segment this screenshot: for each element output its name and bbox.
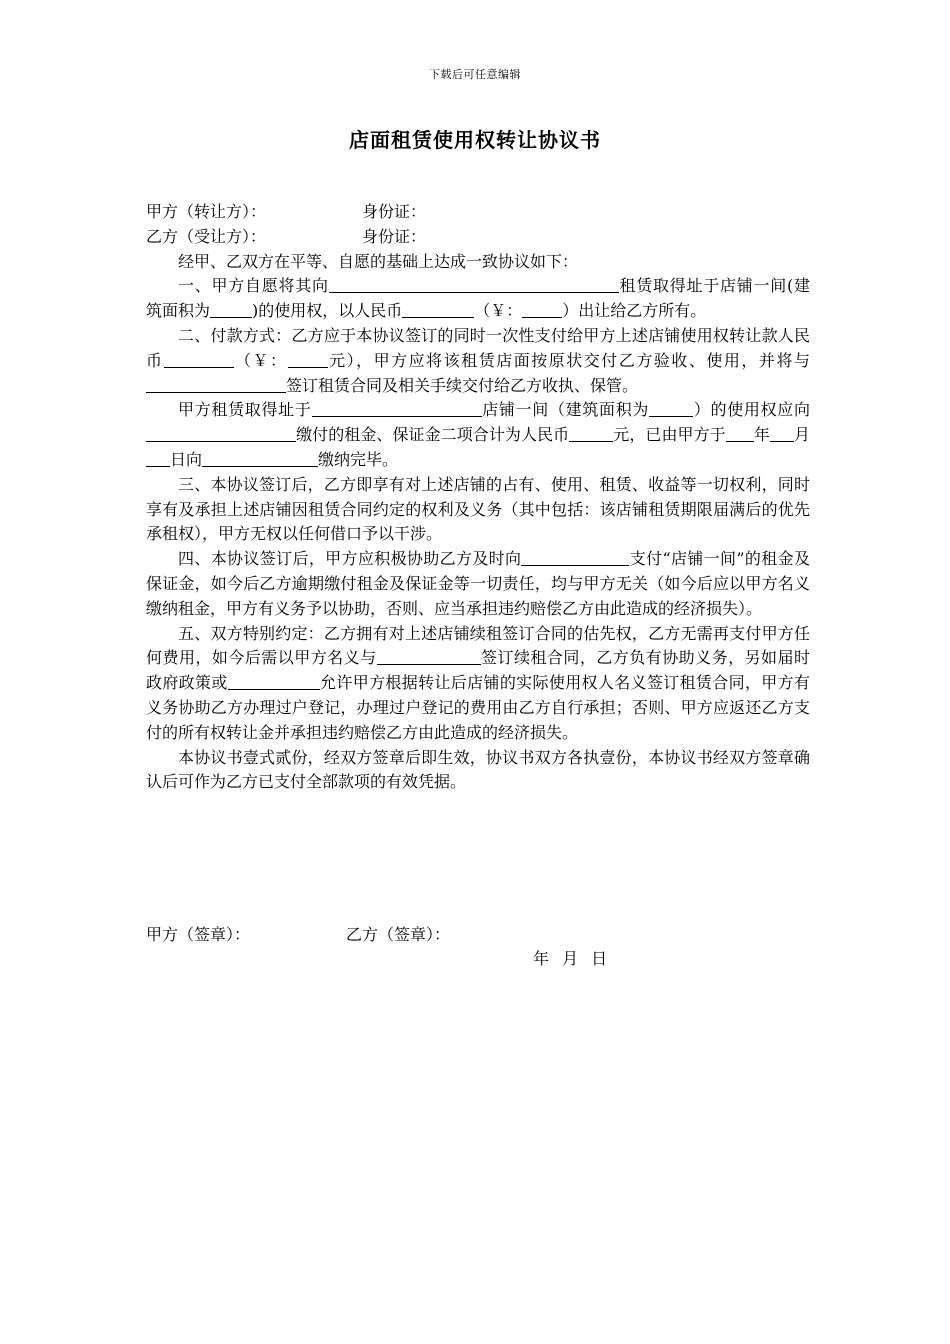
blank-field	[146, 375, 286, 393]
clause-1-text-b: 租赁取得址于店铺一间(建筑面积为	[146, 276, 810, 321]
clause-2	[146, 324, 810, 398]
header-note: 下载后可任意编辑	[429, 68, 521, 81]
party-a-line	[146, 200, 810, 225]
blank-field	[312, 399, 482, 417]
clause-5-text-c: 允许甲方根据转让后店铺的实际使用权人名义签订租赁合同，甲方有义务协助乙方办理过户登记，办理过户登记的费用由乙方自行承担；否则、甲方应返还乙方支付的所有权转让金并承担违约赔偿乙方由此造成的经济损失。	[146, 673, 810, 742]
clause-2b-text-i: 缴纳完毕。	[318, 449, 399, 469]
blank-field	[164, 350, 234, 368]
signature-line	[146, 923, 810, 948]
clause-3: 三、本协议签订后，乙方即享有对上述店铺的占有、使用、租赁、收益等一切权利，同时享有及承担上述店铺因租赁合同约定的权利及义务（其中包括：该店铺租赁期限届满后的优先承租权），甲方无权以任何借口予以干涉。	[146, 474, 810, 544]
blank-field	[288, 350, 328, 368]
clause-4-text-b: 支付“店铺一间”的租金及保证金，如今后乙方逾期缴付租金及保证金等一切责任，均与甲方无关（如今后应以甲方名义缴纳租金，甲方有义务予以协助，否则、应当承担违约赔偿乙方由此造成的经济损失）。	[146, 549, 810, 618]
blank-field	[569, 424, 613, 442]
blank-field	[402, 300, 474, 318]
clause-2-text-a: 二、付款方式：乙方应于本协议签订的同时一次性支付给甲方上述店铺使用权转让款人民币	[146, 325, 810, 370]
party-a-signature-label: 甲方（签章）：	[146, 925, 251, 944]
clause-2b-text-f: 年	[753, 425, 770, 445]
contract-body	[146, 200, 810, 795]
blank-field	[522, 300, 562, 318]
clause-2b-text-g: 月	[793, 425, 810, 445]
clause-2b-text-b: 店铺一间（建筑面积为	[481, 400, 650, 420]
document-title: 店面租赁使用权转让协议书	[349, 128, 601, 152]
clause-2b-text-c: ）的使用权应向	[693, 400, 810, 420]
clause-1-text-a: 一、甲方自愿将其向	[178, 276, 329, 296]
clause-5-text-b: 签订续租合同，乙方负有协助义务，另如届时政府政策或	[146, 648, 810, 693]
closing-paragraph: 本协议书壹式贰份，经双方签章后即生效，协议书双方各执壹份，本协议书经双方签章确认后可作为乙方已支付全部款项的有效凭据。	[146, 747, 810, 792]
clause-5-text-a: 五、双方特别约定：乙方拥有对上述店铺续租签订合同的估先权，乙方无需再支付甲方任何费用，如今后需以甲方名义与	[146, 623, 810, 668]
clause-2b-text-e: 元，已由甲方于	[613, 425, 726, 445]
clause-4	[146, 547, 810, 621]
party-b-id-label: 身份证：	[362, 226, 427, 246]
intro-paragraph: 经甲、乙双方在平等、自愿的基础上达成一致协议如下：	[178, 251, 579, 271]
blank-field	[726, 424, 754, 442]
blank-field	[202, 449, 318, 467]
blank-field	[228, 672, 320, 690]
clause-2b-text-a: 甲方租赁取得址于	[178, 400, 312, 420]
date-line: 年 月 日	[533, 949, 608, 968]
blank-field	[210, 300, 252, 318]
party-b-signature-label: 乙方（签章）：	[346, 925, 451, 944]
clause-5	[146, 622, 810, 746]
blank-field	[146, 449, 170, 467]
clause-2-supplement	[146, 398, 810, 472]
blank-field	[146, 424, 296, 442]
party-b-label: 乙方（受让方）：	[146, 226, 267, 246]
clause-1-text-e: ）出让给乙方所有。	[562, 301, 707, 321]
clause-1-text-d: （￥：	[474, 301, 523, 321]
clause-2-text-c: 元），甲方应将该租赁店面按原状交付乙方验收、使用，并将与	[327, 350, 810, 370]
blank-field	[329, 275, 619, 293]
clause-2b-text-h: 日向	[170, 449, 203, 469]
clause-2-text-d: 签订租赁合同及相关手续交付给乙方收执、保管。	[286, 375, 639, 395]
clause-2-text-b: （￥：	[233, 350, 288, 370]
blank-field	[649, 399, 693, 417]
clause-1	[146, 274, 810, 324]
blank-field	[377, 647, 481, 665]
blank-field	[770, 424, 794, 442]
clause-1-text-c: )的使用权，以人民币	[252, 301, 403, 321]
blank-field	[521, 548, 629, 566]
party-b-line	[146, 225, 810, 250]
party-a-label: 甲方（转让方）：	[146, 202, 267, 221]
party-a-id-label: 身份证：	[362, 202, 427, 221]
clause-2b-text-d: 缴付的租金、保证金二项合计为人民币	[296, 425, 570, 445]
clause-4-text-a: 四、本协议签订后，甲方应积极协助乙方及时向	[178, 549, 522, 569]
